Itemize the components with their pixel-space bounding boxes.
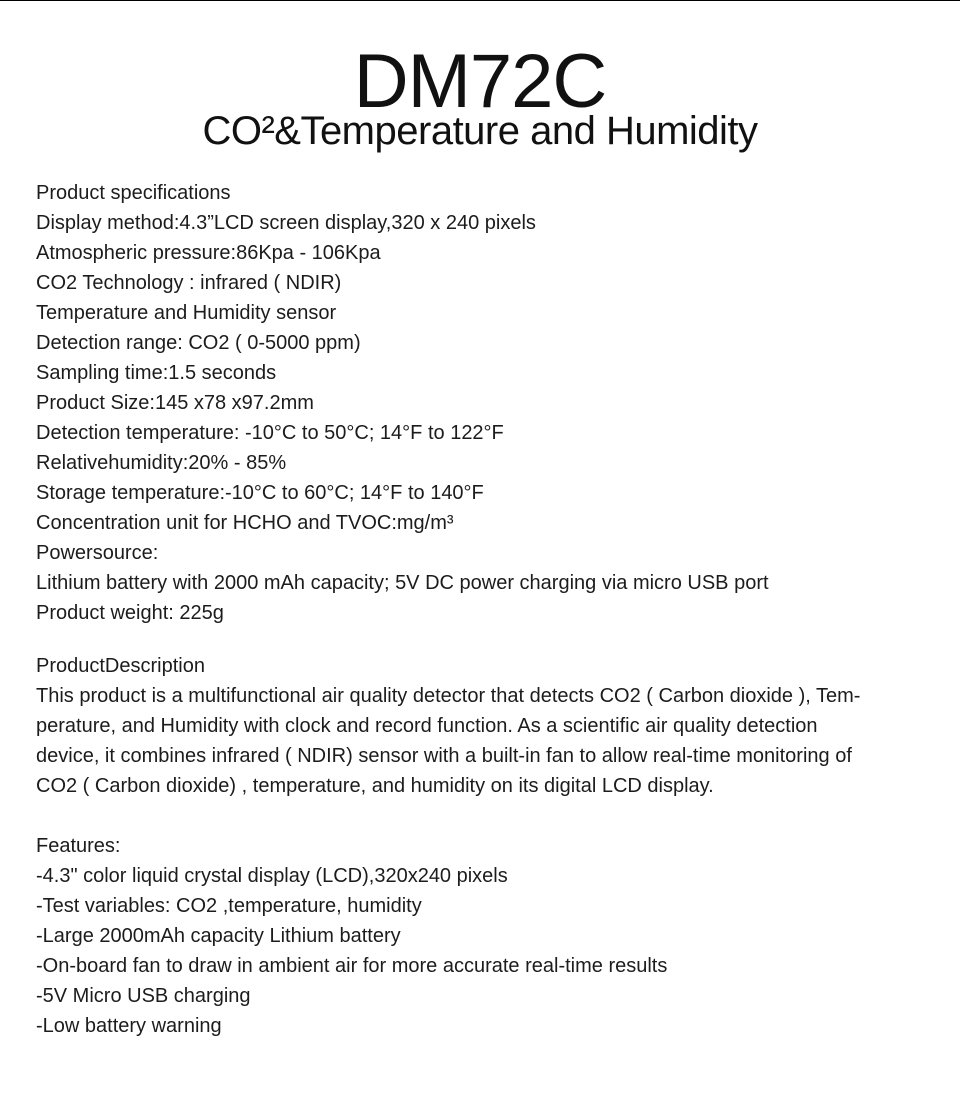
spec-line: Concentration unit for HCHO and TVOC:mg/m³ xyxy=(36,512,454,534)
description-line: CO2 ( Carbon dioxide) , temperature, and humidity on its digital LCD display. xyxy=(36,775,714,797)
feature-item: -Large 2000mAh capacity Lithium battery xyxy=(36,925,401,947)
feature-item: -Low battery warning xyxy=(36,1015,222,1037)
spec-line: Detection temperature: -10°C to 50°C; 14°F to 122°F xyxy=(36,422,504,444)
spec-line: CO2 Technology : infrared ( NDIR) xyxy=(36,272,342,294)
feature-item: -On-board fan to draw in ambient air for more accurate real-time results xyxy=(36,955,668,977)
spec-line: Relativehumidity:20% - 85% xyxy=(36,452,287,474)
spec-line: Product weight: 225g xyxy=(36,602,224,624)
spec-line: Display method:4.3”LCD screen display,320 x 240 pixels xyxy=(36,212,536,234)
feature-item: -Test variables: CO2 ,temperature, humidity xyxy=(36,895,422,917)
spec-line: Storage temperature:-10°C to 60°C; 14°F to 140°F xyxy=(36,482,484,504)
spec-line: Detection range: CO2 ( 0-5000 ppm) xyxy=(36,332,361,354)
feature-item: -5V Micro USB charging xyxy=(36,985,251,1007)
description-line: This product is a multifunctional air quality detector that detects CO2 ( Carbon dioxide ), Tem- xyxy=(36,685,861,707)
spec-line: Lithium battery with 2000 mAh capacity; 5V DC power charging via micro USB port xyxy=(36,572,769,594)
features-section xyxy=(36,831,936,1041)
specifications-heading: Product specifications xyxy=(36,182,231,204)
description-heading: ProductDescription xyxy=(36,655,205,677)
spec-line: Product Size:145 x78 x97.2mm xyxy=(36,392,314,414)
description-section xyxy=(36,651,936,801)
spec-line: Temperature and Humidity sensor xyxy=(36,302,337,324)
product-subtitle: CO²&Temperature and Humidity xyxy=(202,109,758,153)
model-title: DM72C xyxy=(353,39,607,124)
description-line: perature, and Humidity with clock and record function. As a scientific air quality detection xyxy=(36,715,818,737)
specifications-section xyxy=(36,178,936,628)
top-divider xyxy=(0,0,960,1)
feature-item: -4.3" color liquid crystal display (LCD),320x240 pixels xyxy=(36,865,508,887)
description-line: device, it combines infrared ( NDIR) sensor with a built-in fan to allow real-time monitoring of xyxy=(36,745,852,767)
spec-line: Sampling time:1.5 seconds xyxy=(36,362,277,384)
features-heading: Features: xyxy=(36,835,121,857)
spec-line: Atmospheric pressure:86Kpa - 106Kpa xyxy=(36,242,381,264)
spec-line: Powersource: xyxy=(36,542,159,564)
